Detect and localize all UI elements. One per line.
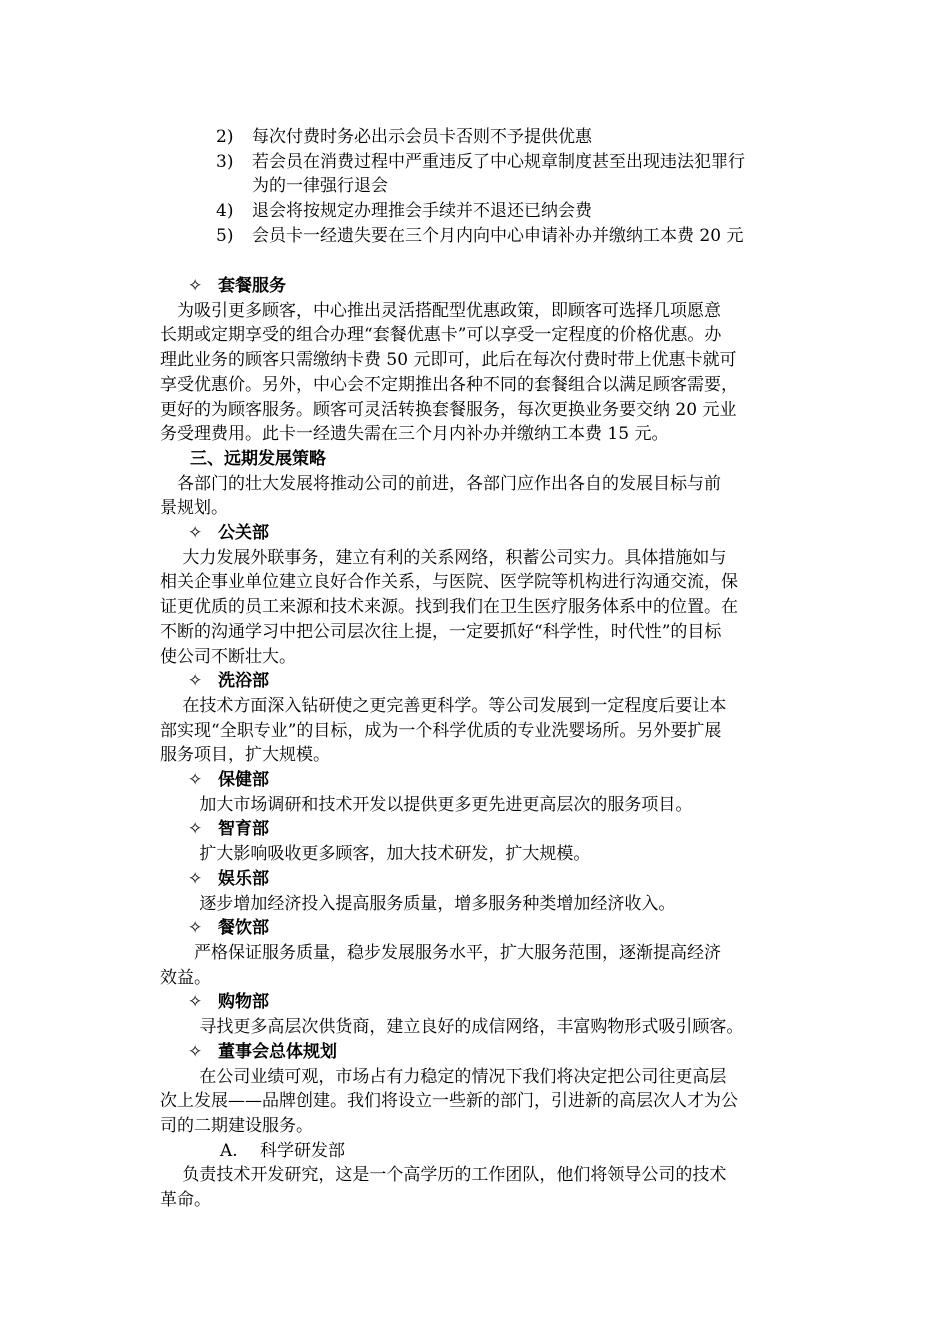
section-heading-package (160, 274, 820, 299)
diamond-bullet-icon: ✧ (188, 671, 203, 692)
paragraph-line: 司的二期建设服务。 (160, 1115, 313, 1136)
diamond-bullet-icon: ✧ (188, 992, 203, 1013)
subsection-heading (160, 1139, 820, 1164)
dept-heading (160, 669, 820, 694)
paragraph-line: 次上发展——品牌创建。我们将设立一些新的部门，引进新的高层次人才为公 (160, 1091, 738, 1112)
paragraph-line: 理此业务的顾客只需缴纳卡费 50 元即可，此后在每次付费时带上优惠卡就可 (160, 350, 737, 371)
paragraph-line: 景规划。 (160, 498, 228, 519)
subsection-title: 科学研发部 (260, 1140, 345, 1161)
paragraph-line: 使公司不断壮大。 (160, 646, 296, 667)
list-text: 会员卡一经遗失要在三个月内向中心申请补办并缴纳工本费 20 元 (252, 225, 744, 246)
membership-rules-list (216, 125, 826, 249)
list-text: 退会将按规定办理推会手续并不退还已纳会费 (252, 201, 592, 222)
heading-text: 智育部 (218, 819, 269, 840)
list-item (216, 224, 826, 249)
heading-text: 洗浴部 (218, 671, 269, 692)
list-number: 2) (216, 127, 234, 147)
diamond-bullet-icon: ✧ (188, 819, 203, 840)
section-heading-strategy: 三、远期发展策略 (190, 448, 326, 469)
dept-heading (160, 1040, 820, 1065)
heading-text: 公关部 (218, 523, 269, 544)
dept-heading (160, 990, 820, 1015)
dept-heading (160, 817, 820, 842)
paragraph-line: 大力发展外联事务，建立有利的关系网络，积蓄公司实力。具体措施如与 (160, 547, 727, 568)
subsection-label: A. (220, 1140, 238, 1161)
paragraph-line: 寻找更多高层次供货商，建立良好的成信网络，丰富购物形式吸引顾客。 (160, 1017, 744, 1038)
paragraph-line: 加大市场调研和技术开发以提供更多更先进更高层次的服务项目。 (160, 794, 693, 815)
dept-heading (160, 916, 820, 941)
paragraph-line: 服务项目，扩大规模。 (160, 745, 330, 766)
paragraph-line: 部实现“全职专业”的目标，成为一个科学优质的专业洗婴场所。另外要扩展 (160, 720, 722, 741)
list-text: 每次付费时务必出示会员卡否则不予提供优惠 (252, 127, 592, 147)
dept-heading (160, 521, 820, 546)
heading-text: 董事会总体规划 (218, 1041, 337, 1062)
dept-heading (160, 768, 820, 793)
paragraph-line: 为吸引更多顾客，中心推出灵活搭配型优惠政策，即顾客可选择几项愿意 (160, 300, 721, 321)
list-item (216, 125, 826, 150)
paragraph-line: 负责技术开发研究，这是一个高学历的工作团队，他们将领导公司的技术 (160, 1165, 727, 1186)
paragraph-line: 在公司业绩可观，市场占有力稳定的情况下我们将决定把公司往更高层 (160, 1066, 727, 1087)
list-number: 3) (216, 151, 234, 172)
diamond-bullet-icon: ✧ (188, 1041, 203, 1062)
list-number: 4) (216, 201, 234, 222)
heading-text: 套餐服务 (218, 276, 286, 296)
paragraph-line: 在技术方面深入钻研使之更完善更科学。等公司发展到一定程度后要让本 (160, 695, 727, 716)
diamond-bullet-icon: ✧ (188, 523, 203, 544)
diamond-bullet-icon: ✧ (188, 770, 203, 791)
paragraph-line: 不断的沟通学习中把公司层次往上提，一定要抓好“科学性，时代性”的目标 (160, 621, 722, 642)
document-body (160, 274, 820, 1213)
paragraph-line: 更好的为顾客服务。顾客可灵活转换套餐服务，每次更换业务要交纳 20 元业 (160, 399, 737, 420)
paragraph-line: 各部门的壮大发展将推动公司的前进，各部门应作出各自的发展目标与前 (160, 473, 721, 494)
paragraph-line: 扩大影响吸收更多顾客，加大技术研发，扩大规模。 (160, 844, 591, 865)
list-number: 5) (216, 225, 234, 246)
diamond-bullet-icon: ✧ (188, 276, 203, 296)
list-text: 若会员在消费过程中严重违反了中心规章制度甚至出现违法犯罪行 (252, 151, 745, 172)
paragraph-line: 严格保证服务质量，稳步发展服务水平，扩大服务范围，逐渐提高经济 (160, 942, 721, 963)
paragraph-line: 逐步增加经济投入提高服务质量，增多服务种类增加经济收入。 (160, 893, 676, 914)
paragraph-line: 革命。 (160, 1190, 211, 1211)
paragraph-line: 长期或定期享受的组合办理“套餐优惠卡”可以享受一定程度的价格优惠。办 (160, 325, 722, 346)
diamond-bullet-icon: ✧ (188, 868, 203, 889)
paragraph-line: 证更优质的员工来源和技术来源。找到我们在卫生医疗服务体系中的位置。在 (160, 597, 738, 618)
paragraph-line: 效益。 (160, 967, 211, 988)
heading-text: 娱乐部 (218, 868, 269, 889)
paragraph-line: 享受优惠价。另外，中心会不定期推出各种不同的套餐组合以满足顾客需要， (160, 374, 738, 395)
paragraph-line: 务受理费用。此卡一经遗失需在三个月内补办并缴纳工本费 15 元。 (160, 424, 669, 445)
heading-text: 餐饮部 (218, 918, 269, 939)
diamond-bullet-icon: ✧ (188, 918, 203, 939)
list-item (216, 150, 826, 199)
heading-text: 保健部 (218, 770, 269, 791)
paragraph-line: 相关企事业单位建立良好合作关系，与医院、医学院等机构进行沟通交流，保 (160, 572, 738, 593)
list-text: 为的一律强行退会 (252, 176, 388, 197)
list-item (216, 199, 826, 224)
heading-text: 购物部 (218, 992, 269, 1013)
dept-heading (160, 867, 820, 892)
